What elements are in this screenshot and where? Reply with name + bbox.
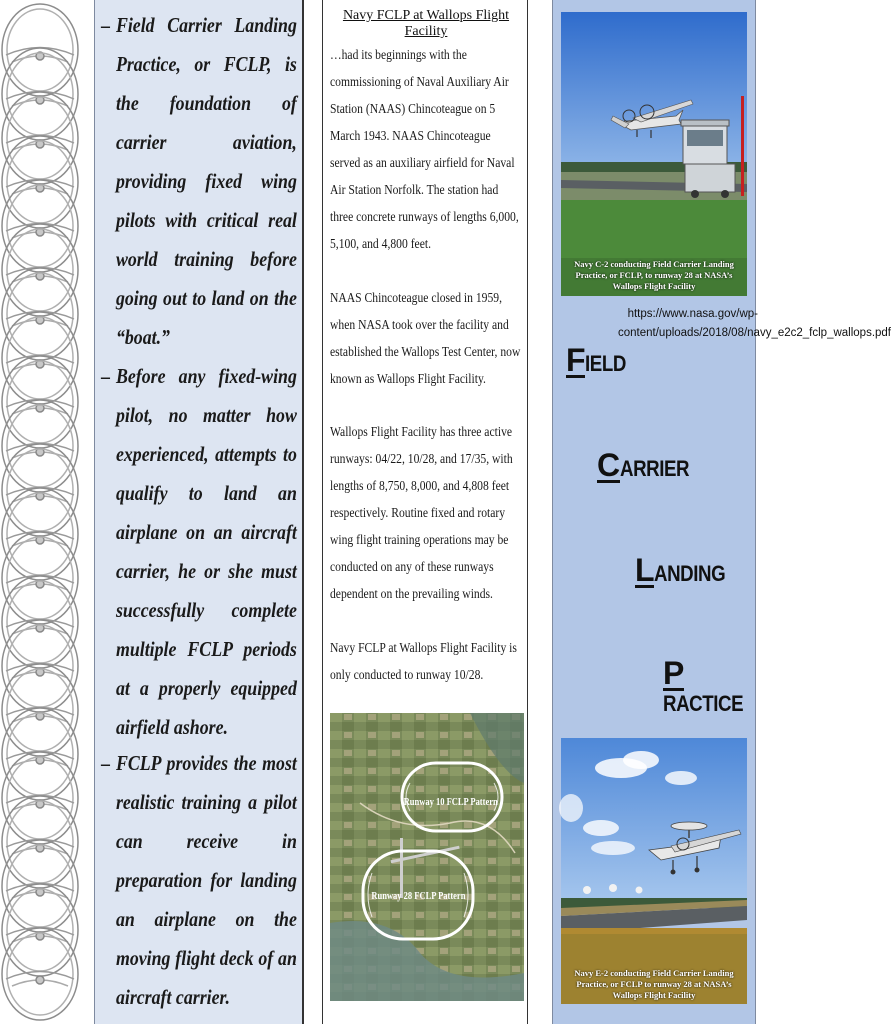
bullet-text: Field Carrier Landing Practice, or FCLP, is the foundation of carrier aviation, providing fixed wing pilots with critical real world training before going out to land on the “boat.”	[115, 13, 297, 349]
paragraph-runways: Wallops Flight Facility has three active runways: 04/22, 10/28, and 17/35, with lengths of 8,750, 8,000, and 4,808 feet respectively. Routine fixed and rotary wing flight training operations may be conducted on any of these runways dependent on the prevailing winds.	[330, 425, 513, 602]
photo-c2-fclp	[561, 12, 747, 296]
bullet-dash: –	[101, 13, 110, 37]
pattern-10-label: Runway 10 FCLP Pattern	[403, 797, 498, 809]
title-initial: C	[597, 447, 620, 483]
paragraph-history: …had its beginnings with the commissioning of Naval Auxiliary Air Station (NAAS) Chincoteague on 5 March 1943. NAAS Chincoteague served as an auxiliary airfield for Naval Air Station Norfolk. The station had three concrete runways of lengths 6,000, 5,100, and 4,800 feet.	[330, 48, 519, 252]
paragraph-runway-1028: Navy FCLP at Wallops Flight Facility is only conducted to runway 10/28.	[330, 641, 517, 683]
paragraph-nasa: NAAS Chincoteague closed in 1959, when NASA took over the facility and established the Wallops Test Center, now known as Wallops Flight Facility.	[330, 291, 521, 387]
bullet-realistic-training	[101, 744, 297, 1017]
title-word-landing	[635, 552, 738, 588]
bullet-fclp-definition	[101, 6, 297, 357]
wings-emblem-icon	[0, 0, 94, 1024]
source-url-link[interactable]: https://www.nasa.gov/wp-content/uploads/2018/08/navy_e2c2_fclp_wallops.pdf	[618, 308, 891, 339]
bullet-dash: –	[101, 364, 110, 388]
decorative-border	[0, 0, 94, 1024]
pattern-28-label: Runway 28 FCLP Pattern	[371, 891, 466, 903]
fclp-pattern-map	[330, 713, 524, 1001]
title-initial: P	[663, 655, 684, 691]
left-panel	[94, 0, 304, 1024]
title-initial: F	[566, 342, 586, 378]
bullet-text: FCLP provides the most realistic training a pilot can receive in preparation for landing an airplane on the moving flight deck of an aircraft carrier.	[115, 751, 297, 1009]
title-rest: ARRIER	[619, 456, 689, 481]
photo-bottom-caption: Navy E-2 conducting Field Carrier Landing Practice, or FCLP to runway 28 at NASA’s Wallops Flight Facility	[574, 968, 734, 1000]
bullet-qualification	[101, 357, 297, 747]
title-word-field	[566, 342, 633, 378]
bullet-dash: –	[101, 751, 110, 775]
section-title: Navy FCLP at Wallops Flight Facility	[342, 8, 510, 39]
title-initial: L	[635, 552, 655, 588]
title-rest: IELD	[585, 351, 626, 376]
title-rest: RACTICE	[663, 691, 744, 716]
bullet-text: Before any fixed-wing pilot, no matter how experienced, attempts to qualify to land an airplane on an aircraft carrier, he or she must successfully complete multiple FCLP periods at a properly equipped airfield ashore.	[115, 364, 297, 739]
photo-e2-fclp	[561, 738, 747, 1004]
title-word-practice	[663, 655, 768, 717]
title-rest: ANDING	[654, 561, 726, 586]
title-word-carrier	[597, 447, 701, 483]
photo-top-caption: Navy C-2 conducting Field Carrier Landing Practice, or FCLP, to runway 28 at NASA’s Wallops Flight Facility	[574, 259, 734, 291]
